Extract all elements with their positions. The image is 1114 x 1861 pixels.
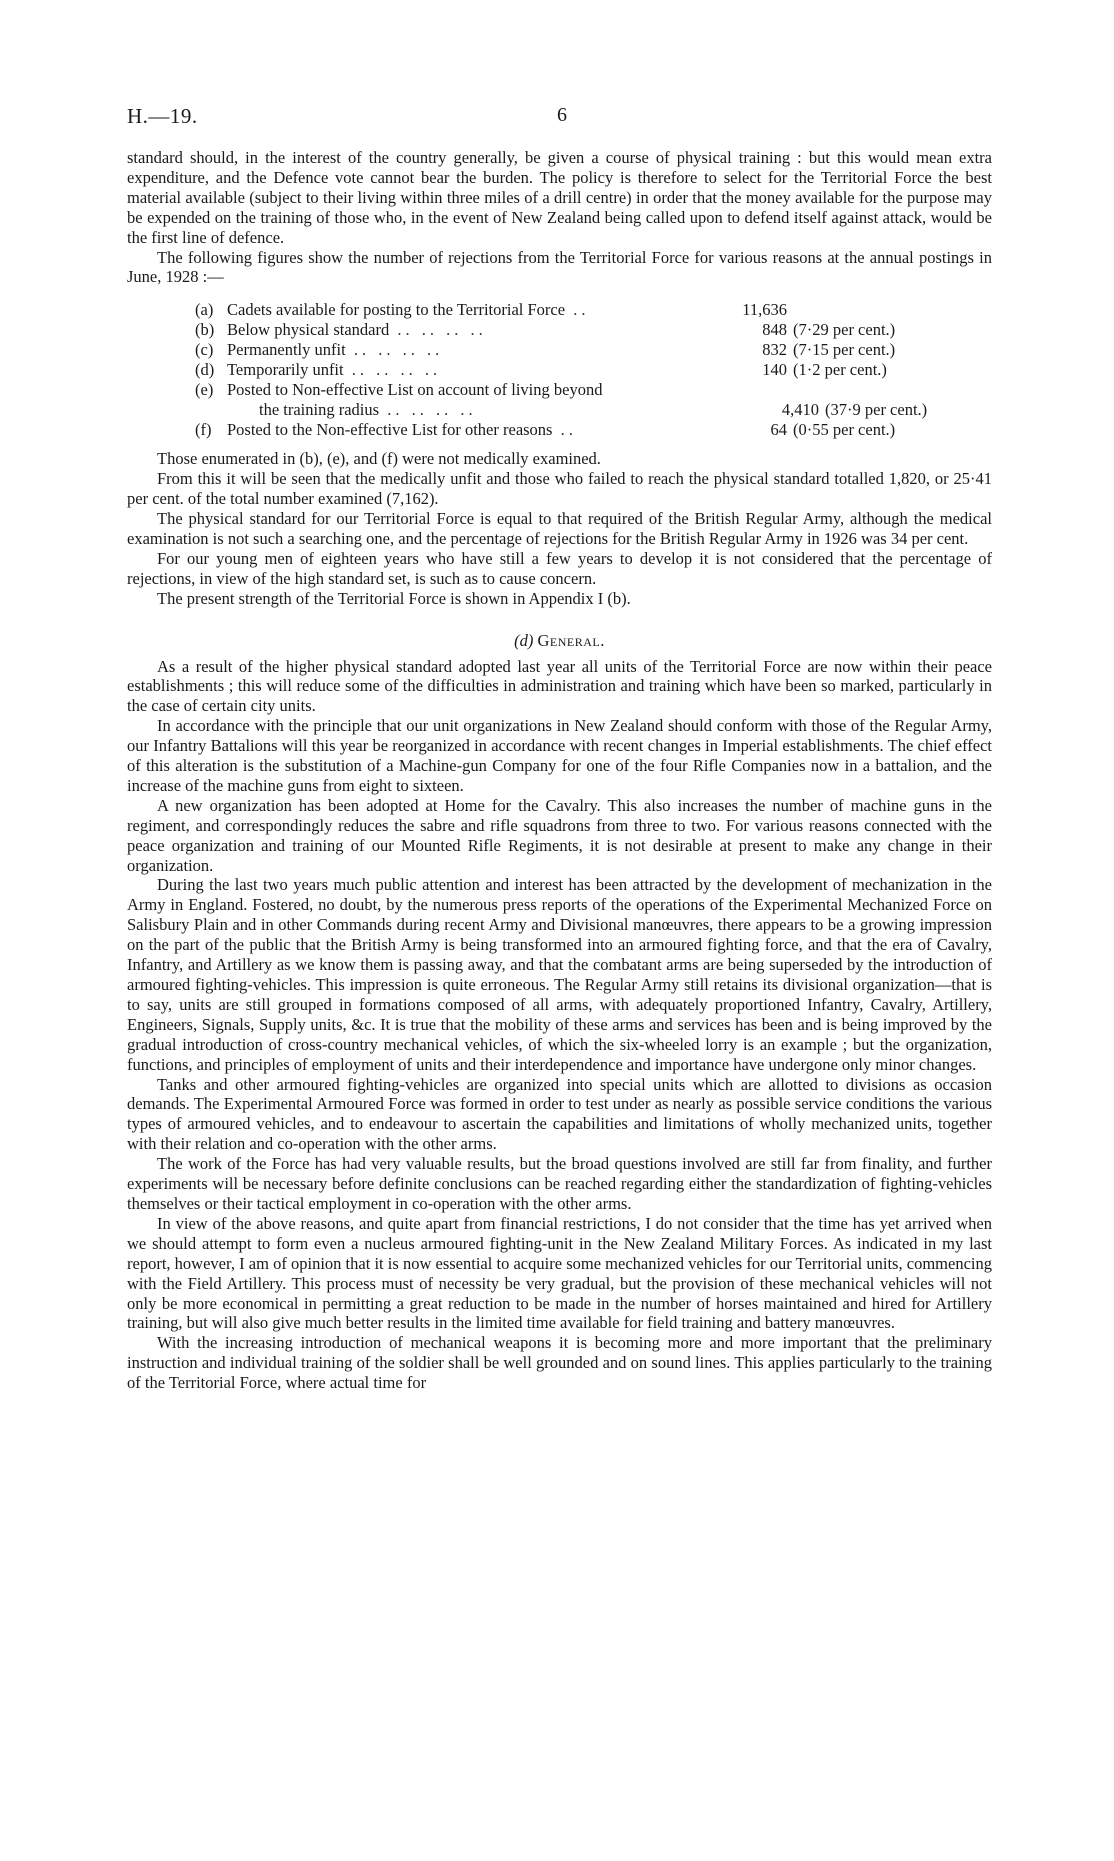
rejection-number: 140: [762, 360, 787, 380]
rejection-description: [227, 360, 717, 380]
rejection-text: Cadets available for posting to the Territorial Force: [227, 300, 566, 320]
after-list-paragraphs: [127, 449, 992, 608]
rejection-text: Below physical standard: [227, 320, 390, 340]
rejection-label: (e): [195, 380, 214, 400]
paragraph: The following figures show the number of rejections from the Territorial Force for various reasons at the annual postings in June, 1928 :—: [127, 247, 992, 287]
paragraph: For our young men of eighteen years who have still a few years to develop it is not considered that the percentage of rejections, in view of the high standard set, is such as to cause concern.: [127, 548, 992, 588]
paragraph: The physical standard for our Territorial Force is equal to that required of the British Regular Army, although the medical examination is not such a searching one, and the percentage of rejections for the British Regular Army in 1926 was 34 per cent.: [127, 509, 992, 548]
rejection-number: 11,636: [742, 300, 787, 320]
rejection-text: the training radius: [259, 400, 380, 420]
rejection-description: [227, 420, 717, 440]
rejection-row: [195, 420, 935, 440]
leader-dots: ..: [565, 300, 590, 320]
section-heading: [127, 631, 992, 651]
rejection-label: (a): [195, 300, 214, 320]
page-number: 6: [557, 104, 567, 126]
leader-dots: .. .. .. ..: [389, 320, 487, 340]
rejection-percent: (7·29 per cent.): [793, 320, 896, 340]
rejection-description: [227, 320, 717, 340]
rejection-percent: (1·2 per cent.): [793, 360, 887, 380]
rejection-row: [195, 320, 935, 340]
rejection-row: [195, 340, 935, 360]
rejection-label: (b): [195, 320, 215, 340]
rejection-description: [227, 400, 749, 420]
paragraph: Those enumerated in (b), (e), and (f) were not medically examined.: [157, 449, 601, 469]
section-title: General.: [537, 630, 605, 650]
section-label: (d): [514, 630, 534, 650]
rejection-row: [195, 360, 935, 380]
rejection-percent: (0·55 per cent.): [793, 420, 896, 440]
rejection-number: 64: [770, 420, 787, 440]
paragraph: A new organization has been adopted at Home for the Cavalry. This also increases the number of machine guns in the regiment, and correspondingly reduces the sabre and rifle squadrons from three to two. For various reasons connected with the peace organization and training of our Mounted Rifle Regiments, it is not desirable at present to make any change in their organization.: [127, 795, 992, 875]
rejection-number: 832: [762, 340, 787, 360]
leader-dots: .. .. .. ..: [379, 400, 477, 420]
paragraph: The present strength of the Territorial Force is shown in Appendix I (b).: [157, 588, 631, 608]
paragraph: standard should, in the interest of the country generally, be given a course of physical training : but this would mean extra expenditure, and the Defence vote cannot bear the burden. The policy is therefore to select for the Territorial Force the best material available (subject to their living within three miles of a drill centre) in order that the money available for the purpose may be expended on the training of those who, in the event of New Zealand being called upon to defend itself against attack, would be the first line of defence.: [127, 148, 992, 247]
rejection-description: [227, 340, 717, 360]
rejection-description: [227, 300, 717, 320]
rejection-percent: (37·9 per cent.): [825, 400, 928, 420]
rejection-percent: (7·15 per cent.): [793, 340, 896, 360]
page-header: [127, 104, 994, 128]
paragraph: In view of the above reasons, and quite apart from financial restrictions, I do not consider that the time has yet arrived when we should attempt to form even a nucleus armoured fighting-unit in the New Zealand Military Forces. As indicated in my last report, however, I am of opinion that it is now essential to acquire some mechanized vehicles for our Territorial units, commencing with the Field Artillery. This process must of necessity be very gradual, but the provision of these mechanical vehicles will not only be more economical in permitting a great reduction to be made in the number of horses maintained and hired for Artillery training, but will also give much better results in the limited time available for field training and battery manœuvres.: [127, 1213, 992, 1333]
general-paragraphs: [127, 657, 992, 1394]
rejection-label: (c): [195, 340, 214, 360]
paragraph: During the last two years much public attention and interest has been attracted by the development of mechanization in the Army in England. Fostered, no doubt, by the numerous press reports of the operations of the Experimental Mechanized Force on Salisbury Plain and in other Commands during recent Army and Divisional manœuvres, there appears to be a growing impression on the part of the public that the British Army is being transformed into an armoured fighting force, and that the era of Cavalry, Infantry, and Artillery as we know them is passing away, and that the combatant arms are being superseded by the introduction of armoured fighting-vehicles. This impression is quite erroneous. The Regular Army still retains its divisional organization—that is to say, units are still grouped in formations composed of all arms, with adequately proportioned Infantry, Cavalry, Artillery, Engineers, Signals, Supply units, &c. It is true that the mobility of these arms and services has been and is being improved by the gradual introduction of cross-country mechanical vehicles, of which the six-wheeled lorry is an example ; but the organization, functions, and principles of employment of units and their interdependence and importance have undergone only minor changes.: [127, 875, 992, 1074]
rejection-row: [195, 380, 935, 400]
rejections-list: [127, 300, 935, 440]
rejection-text: Posted to Non-effective List on account of living beyond: [227, 380, 603, 400]
page-body: [127, 148, 992, 1393]
document-reference: H.—19.: [127, 104, 198, 128]
rejection-label: (d): [195, 360, 215, 380]
leader-dots: .. .. .. ..: [345, 340, 444, 360]
paragraph: With the increasing introduction of mechanical weapons it is becoming more and more important that the preliminary instruction and individual training of the soldier shall be well grounded and on sound lines. This applies particularly to the training of the Territorial Force, where actual time for: [127, 1333, 992, 1393]
rejection-text: Permanently unfit: [227, 340, 346, 360]
leader-dots: .. .. .. ..: [343, 360, 442, 380]
rejection-label: (f): [195, 420, 212, 440]
rejection-row: [195, 300, 935, 320]
paragraph: The work of the Force has had very valuable results, but the broad questions involved are still far from finality, and further experiments will be necessary before definite conclusions can be reached regarding either the standardization of fighting-vehicles themselves or their tactical employment in co-operation with the other arms.: [127, 1154, 992, 1213]
rejection-description: [227, 380, 717, 400]
paragraph: From this it will be seen that the medically unfit and those who failed to reach the physical standard totalled 1,820, or 25·41 per cent. of the total number examined (7,162).: [127, 469, 992, 509]
rejection-text: Temporarily unfit: [227, 360, 344, 380]
paragraph: As a result of the higher physical standard adopted last year all units of the Territorial Force are now within their peace establishments ; this will reduce some of the difficulties in administration and training which have been so marked, particularly in the case of certain city units.: [127, 656, 992, 716]
rejection-number: 4,410: [781, 400, 819, 420]
paragraph: In accordance with the principle that our unit organizations in New Zealand should conform with those of the Regular Army, our Infantry Battalions will this year be reorganized in accordance with recent changes in Imperial establishments. The chief effect of this alteration is the substitution of a Machine-gun Company for one of the four Rifle Companies now in a battalion, and the increase of the machine guns from eight to sixteen.: [127, 716, 992, 795]
leader-dots: ..: [552, 420, 577, 440]
rejection-number: 848: [762, 320, 787, 340]
paragraph: Tanks and other armoured fighting-vehicles are organized into special units which are allotted to divisions as occasion demands. The Experimental Armoured Force was formed in order to test under as nearly as possible service conditions the various types of armoured vehicles, and to endeavour to ascertain the capabilities and limitations of wholly mechanized units, together with their relation and co-operation with the other arms.: [127, 1074, 992, 1154]
rejection-text: Posted to the Non-effective List for other reasons: [227, 420, 553, 440]
rejection-row: [195, 400, 935, 420]
